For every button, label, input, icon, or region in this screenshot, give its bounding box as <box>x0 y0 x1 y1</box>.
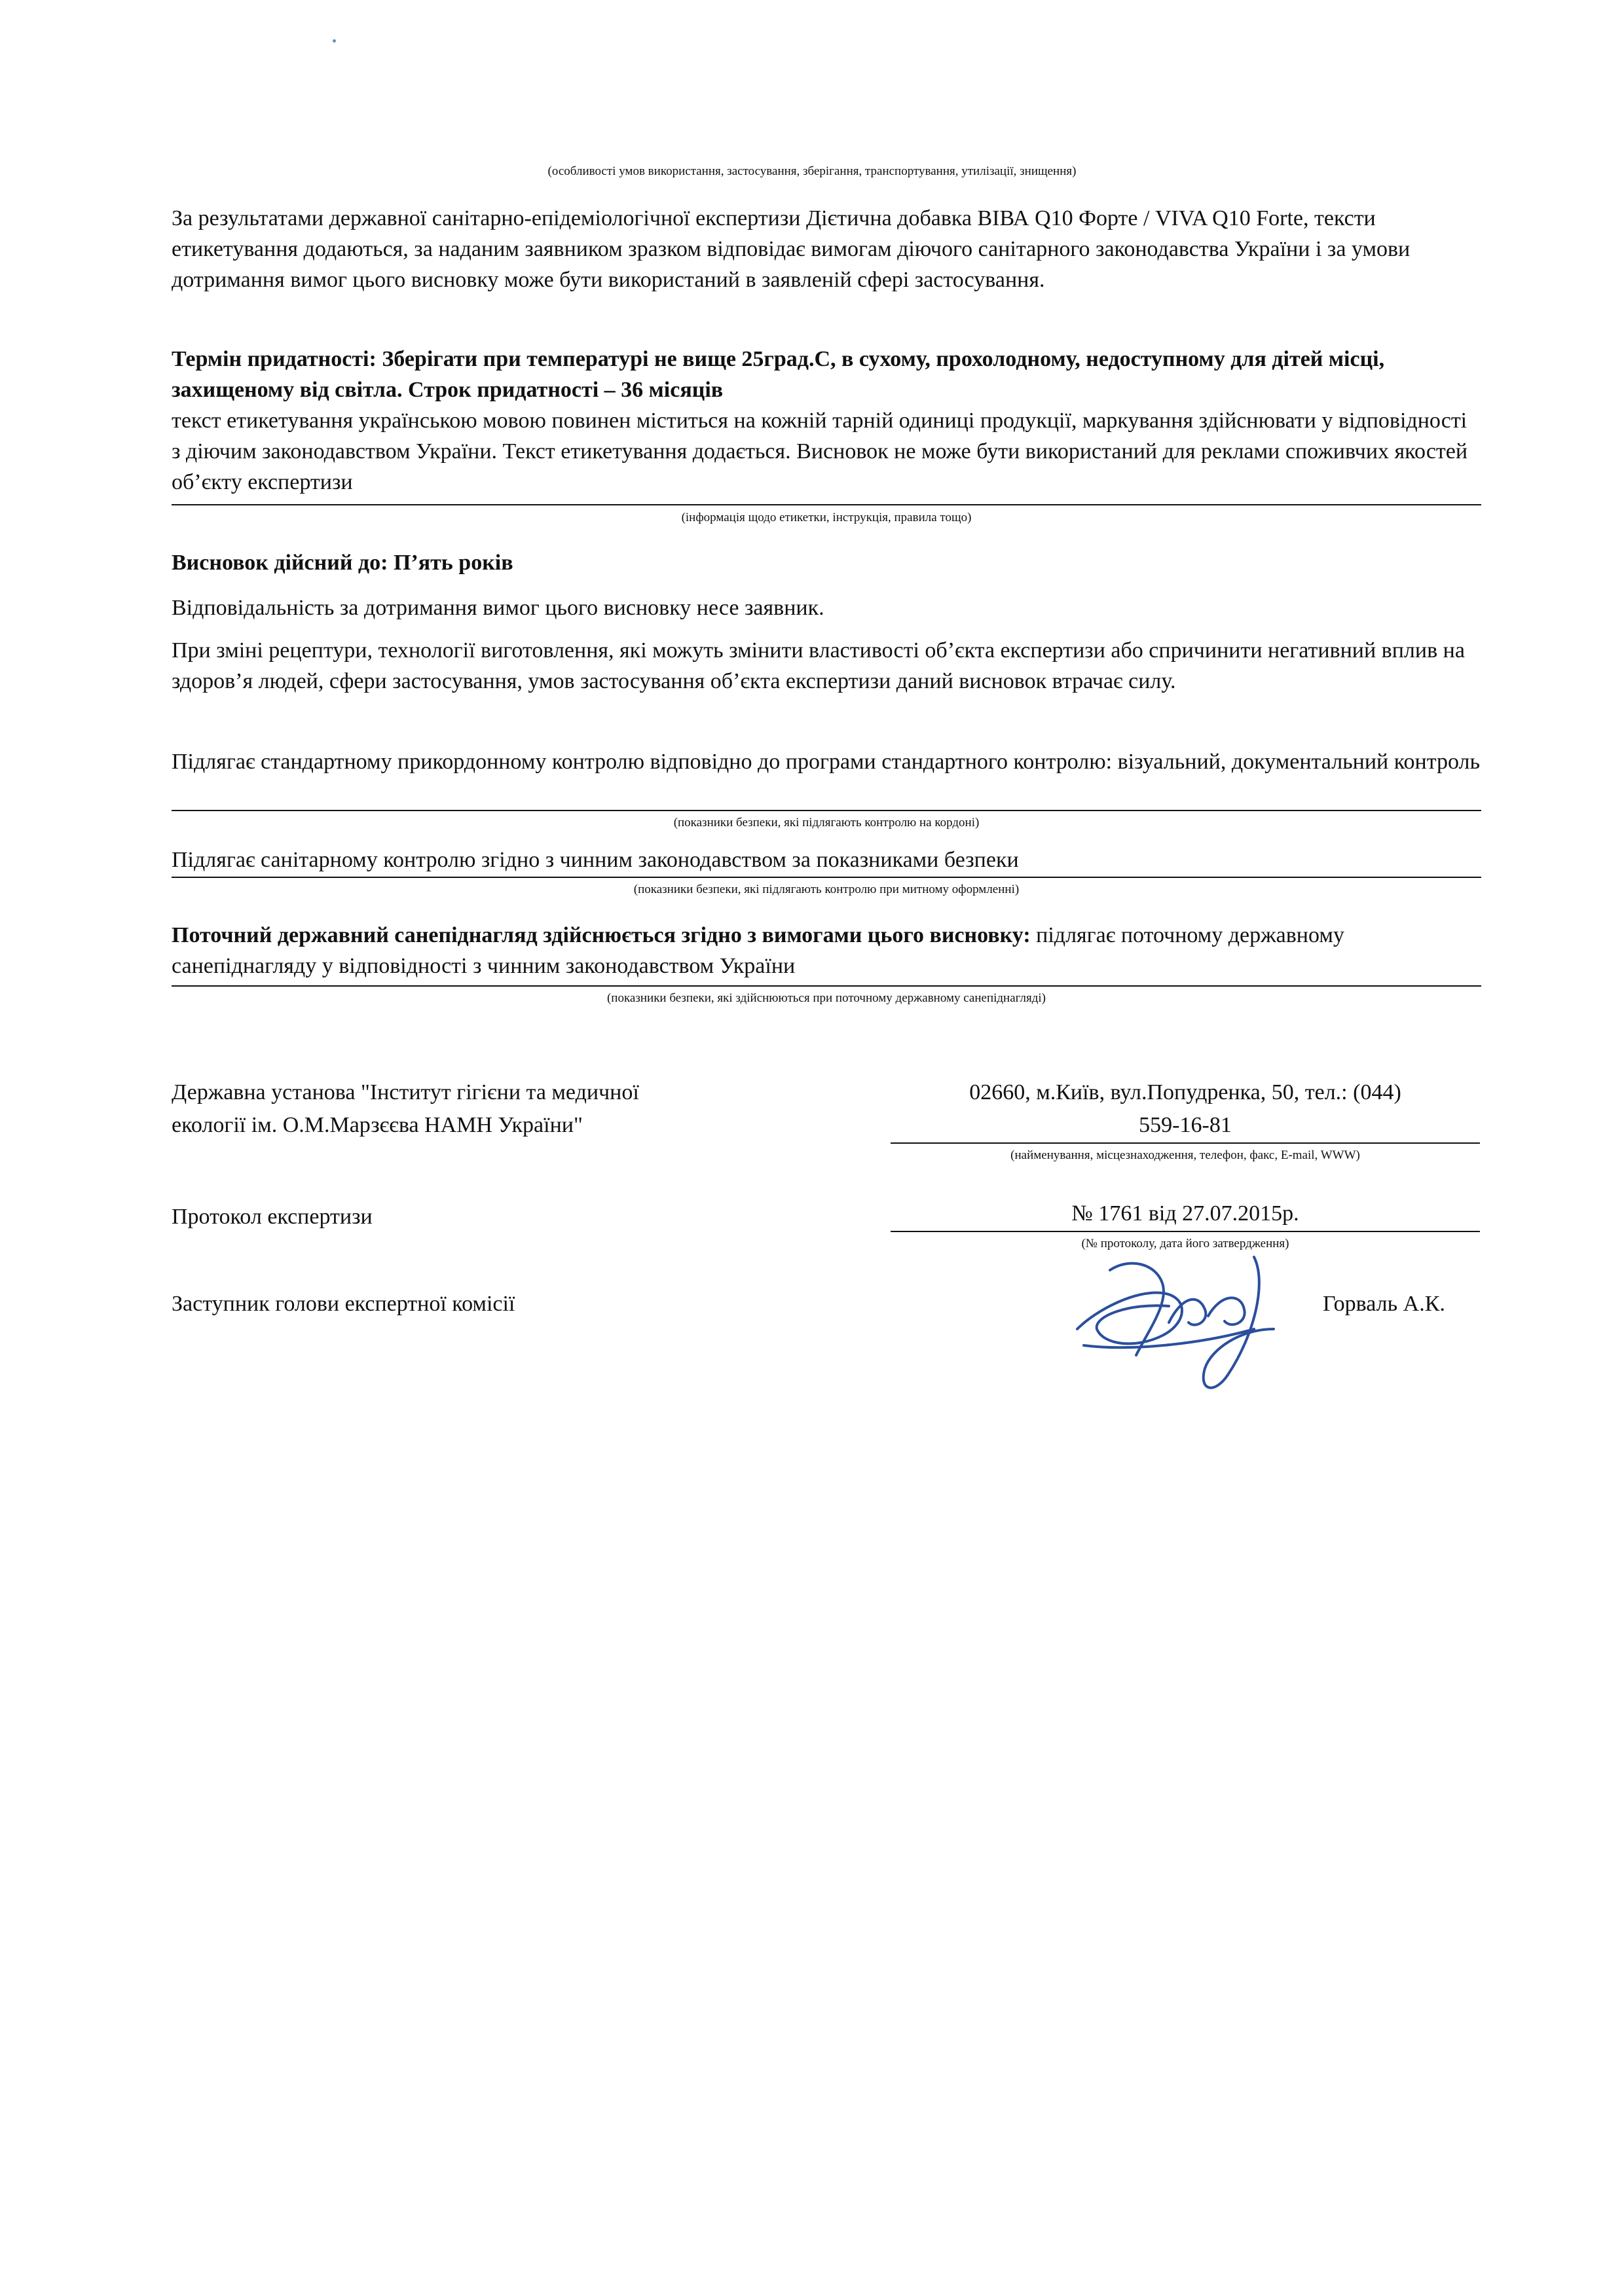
supervision-statement <box>172 920 1481 981</box>
caption-usage-conditions: (особливості умов використання, застосування, зберігання, транспортування, утилізації, знищення) <box>547 164 1077 178</box>
protocol-label: Протокол експертизи <box>172 1205 373 1229</box>
protocol-value: № 1761 від 27.07.2015р. <box>1071 1201 1299 1226</box>
rule-border-control <box>172 810 1481 811</box>
border-control-statement: Підлягає стандартному прикордонному контролю відповідно до програми стандартного контролю: візуальний, документальний контроль <box>172 750 1481 774</box>
storage-terms-text: текст етикетування українською мовою повинен міститься на кожній тарній одиниці продукції, маркування здійснювати у відповідності з діючим законодавством України. Текст етикетування додається. Висновок не може бути використаний для реклами споживчих якостей об’єкту експертизи <box>172 409 1468 494</box>
sanitary-control-statement: Підлягає санітарному контролю згідно з чинним законодавством за показниками безпеки <box>172 848 1019 872</box>
validity-statement: Висновок дійсний до: П’ять років <box>172 551 513 575</box>
caption-supervision: (показники безпеки, які здійснюються при поточному державному санепіднагляді) <box>606 991 1046 1005</box>
caption-institution: (найменування, місцезнаходження, телефон, факс, E-mail, WWW) <box>1010 1148 1360 1162</box>
rule-institution <box>891 1142 1480 1144</box>
institution-name-line1: Державна установа "Інститут гігієни та медичної <box>172 1080 639 1104</box>
caption-label-info: (інформація щодо етикетки, інструкція, правила тощо) <box>681 511 972 524</box>
storage-terms-bold: Термін придатності: Зберігати при температурі не вище 25град.С, в сухому, прохолодному, недоступному для дітей місці, захищеному від світла. Строк придатності – 36 місяців <box>172 347 1385 402</box>
paragraph-storage-terms <box>172 344 1481 498</box>
rule-supervision <box>172 985 1481 987</box>
supervision-bold: Поточний державний санепіднагляд здійснюється згідно з вимогами цього висновку: <box>172 923 1031 947</box>
signature-icon <box>1058 1231 1293 1401</box>
institution-name-line2: екології ім. О.М.Марзєєва НАМН України" <box>172 1113 583 1137</box>
rule-sanitary-control <box>172 877 1481 878</box>
caption-protocol: (№ протоколу, дата його затвердження) <box>1081 1237 1289 1250</box>
ink-speck <box>333 39 336 43</box>
responsibility-statement: Відповідальність за дотримання вимог цього висновку несе заявник. <box>172 596 824 620</box>
signatory-role: Заступник голови експертної комісії <box>172 1292 515 1316</box>
paragraph-expertise-result: За результатами державної санітарно-епідеміологічної експертизи Дієтична добавка ВІВА Q10 Форте / VIVA Q10 Forte, тексти етикетування додаються, за наданим заявником зразком відповідає вимогам діючого санітарного законодавства України і за умови дотримання вимог цього висновку може бути використаний в заявленій сфері застосування. <box>172 206 1411 292</box>
institution-address-line1: 02660, м.Київ, вул.Попудренка, 50, тел.: (044) <box>969 1080 1401 1104</box>
caption-customs: (показники безпеки, які підлягають контролю при митному оформленні) <box>633 883 1020 896</box>
signatory-name: Горваль А.К. <box>1323 1292 1445 1316</box>
institution-address-line2: 559-16-81 <box>1139 1113 1232 1137</box>
rule-label-info <box>172 504 1481 505</box>
supervision-text: підлягає поточному державному санепіднагляду у відповідності з чинним законодавством України <box>172 923 1344 978</box>
caption-border-control: (показники безпеки, які підлягають контролю на кордоні) <box>673 816 980 829</box>
change-clause: При зміні рецептури, технології виготовлення, які можуть змінити властивості об’єкта експертизи або спричинити негативний вплив на здоров’я людей, сфери застосування, умов застосування об’єкта експертизи даний висновок втрачає силу. <box>172 638 1465 693</box>
